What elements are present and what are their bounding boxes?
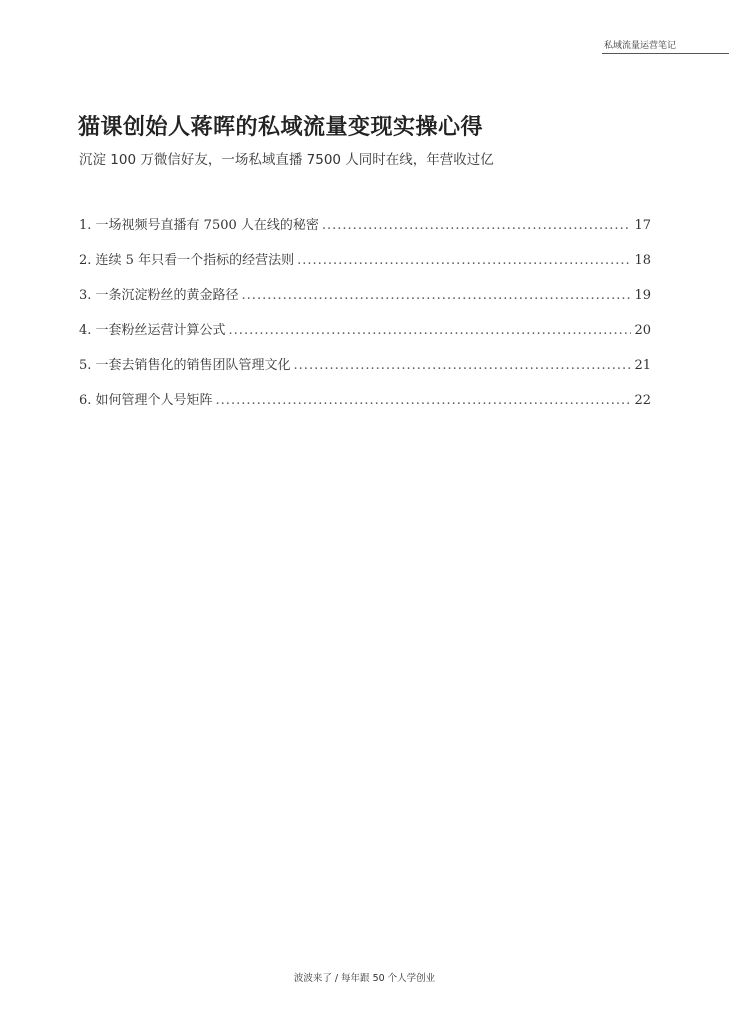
- toc-entry-label: 5. 一套去销售化的销售团队管理文化: [79, 358, 291, 373]
- toc-page-number: 21: [634, 358, 651, 373]
- toc-entry[interactable]: [79, 389, 651, 424]
- toc-page-number: 18: [634, 253, 651, 268]
- toc-entry-label: 6. 如何管理个人号矩阵: [79, 393, 213, 408]
- toc-dot-leader: [242, 288, 632, 303]
- toc-dot-leader: [229, 323, 632, 338]
- running-header: [602, 38, 729, 54]
- page-subtitle: 沉淀 100 万微信好友，一场私域直播 7500 人同时在线，年营收过亿: [79, 152, 494, 168]
- toc-page-number: 19: [634, 288, 651, 303]
- toc-entry[interactable]: [79, 284, 651, 319]
- toc-entry[interactable]: [79, 319, 651, 354]
- toc-dot-leader: [322, 218, 632, 233]
- page-title: 猫课创始人蒋晖的私域流量变现实操心得: [78, 115, 484, 140]
- toc-dot-leader: [216, 393, 632, 408]
- toc-entry-label: 3. 一条沉淀粉丝的黄金路径: [79, 288, 239, 303]
- toc-page-number: 20: [634, 323, 651, 338]
- toc-entry[interactable]: [79, 354, 651, 389]
- toc-entry-label: 1. 一场视频号直播有 7500 人在线的秘密: [79, 218, 319, 233]
- toc-entry[interactable]: [79, 214, 651, 249]
- toc-dot-leader: [294, 358, 632, 373]
- table-of-contents: [79, 214, 651, 424]
- toc-entry[interactable]: [79, 249, 651, 284]
- page-footer: 波波来了 / 每年跟 50 个人学创业: [293, 973, 436, 984]
- toc-page-number: 17: [634, 218, 651, 233]
- running-header-title: 私域流量运营笔记: [604, 41, 677, 51]
- toc-dot-leader: [297, 253, 631, 268]
- toc-entry-label: 2. 连续 5 年只看一个指标的经营法则: [79, 253, 295, 268]
- toc-entry-label: 4. 一套粉丝运营计算公式: [79, 323, 226, 338]
- toc-page-number: 22: [634, 393, 651, 408]
